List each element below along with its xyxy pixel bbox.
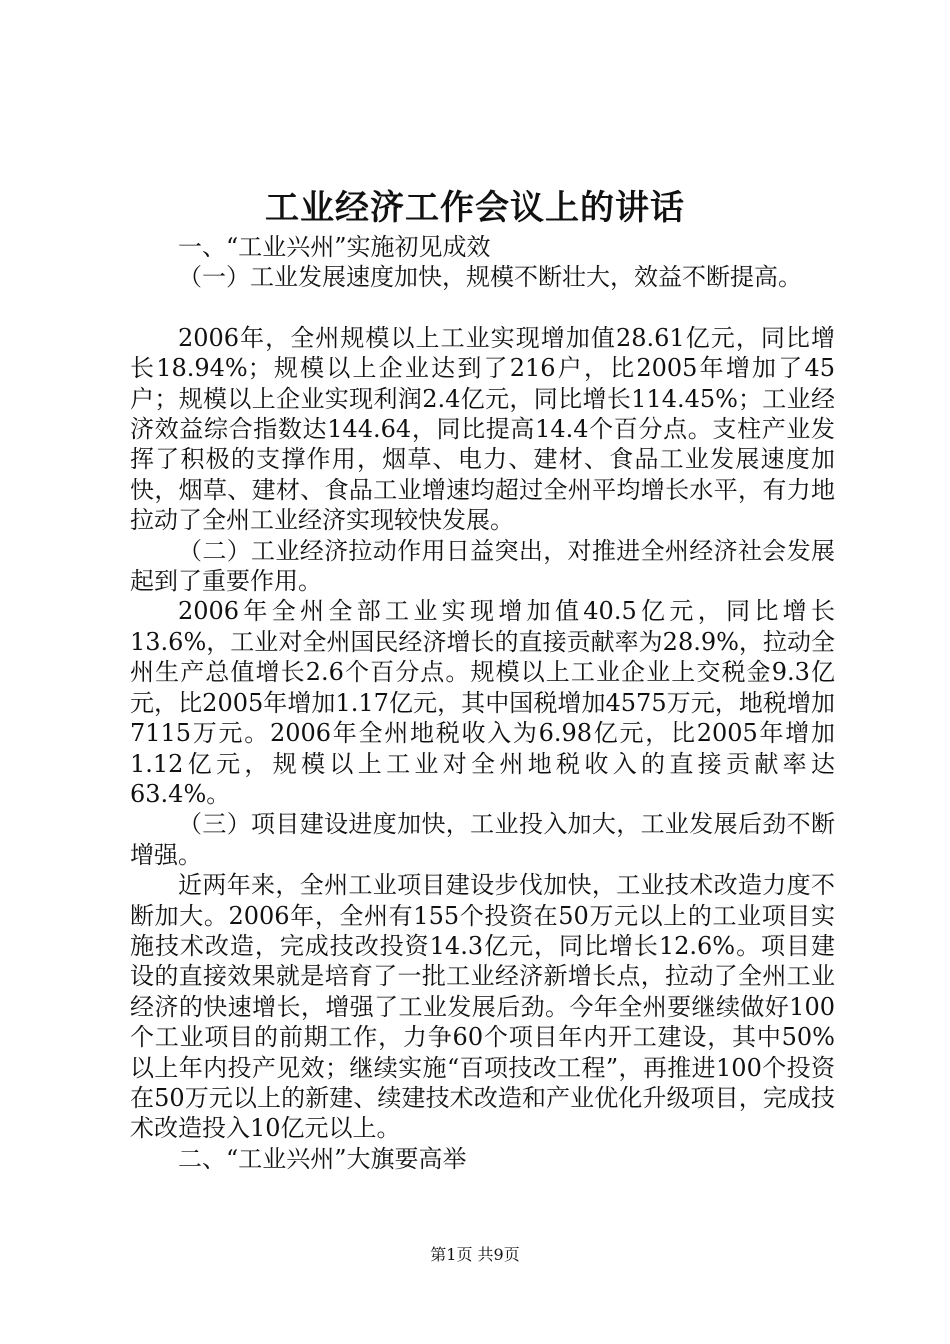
section-heading-2: 二、“工业兴州”大旗要高举 <box>178 1144 467 1173</box>
section-heading-1: 一、“工业兴州”实施初见成效 <box>178 233 491 261</box>
document-body <box>130 232 835 1174</box>
page-number: 第1页 共9页 <box>430 1245 520 1264</box>
subsection-heading-3: （三）项目建设进度加快，工业投入加大，工业发展后劲不断增强。 <box>130 810 835 869</box>
body-paragraph-2: 2006年全州全部工业实现增加值40.5亿元，同比增长13.6%，工业对全州国民经济增长的直接贡献率为28.9%，拉动全州生产总值增长2.6个百分点。规模以上工业企业上交税金9.3亿元，比2005年增加1.17亿元，其中国税增加4575万元，地税增加7115万元。2006年全州地税收入为6.98亿元，比2005年增加1.12亿元，规模以上工业对全州地税收入的直接贡献率达63.4%。 <box>130 597 835 808</box>
document-title: 工业经济工作会议上的讲话 <box>265 188 685 228</box>
body-paragraph-3: 近两年来，全州工业项目建设步伐加快，工业技术改造力度不断加大。2006年，全州有155个投资在50万元以上的工业项目实施技术改造，完成技改投资14.3亿元，同比增长12.6%。项目建设的直接效果就是培育了一批工业经济新增长点，拉动了全州工业经济的快速增长，增强了工业发展后劲。今年全州要继续做好100个工业项目的前期工作，力争60个项目年内开工建设，其中50%以上年内投产见效；继续实施“百项技改工程”，再推进100个投资在50万元以上的新建、续建技术改造和产业优化升级项目，完成技术改造投入10亿元以上。 <box>130 871 835 1143</box>
body-paragraph-1: 2006年，全州规模以上工业实现增加值28.61亿元，同比增长18.94%；规模以上企业达到了216户，比2005年增加了45户；规模以上企业实现利润2.4亿元，同比增长114.45%；工业经济效益综合指数达144.64，同比提高14.4个百分点。支柱产业发挥了积极的支撑作用，烟草、电力、建材、食品工业发展速度加快，烟草、建材、食品工业增速均超过全州平均增长水平，有力地拉动了全州工业经济实现较快发展。 <box>130 323 835 535</box>
subsection-heading-1: （一）工业发展速度加快，规模不断壮大，效益不断提高。 <box>178 263 802 292</box>
subsection-heading-2: （二）工业经济拉动作用日益突出，对推进全州经济社会发展起到了重要作用。 <box>130 536 835 596</box>
